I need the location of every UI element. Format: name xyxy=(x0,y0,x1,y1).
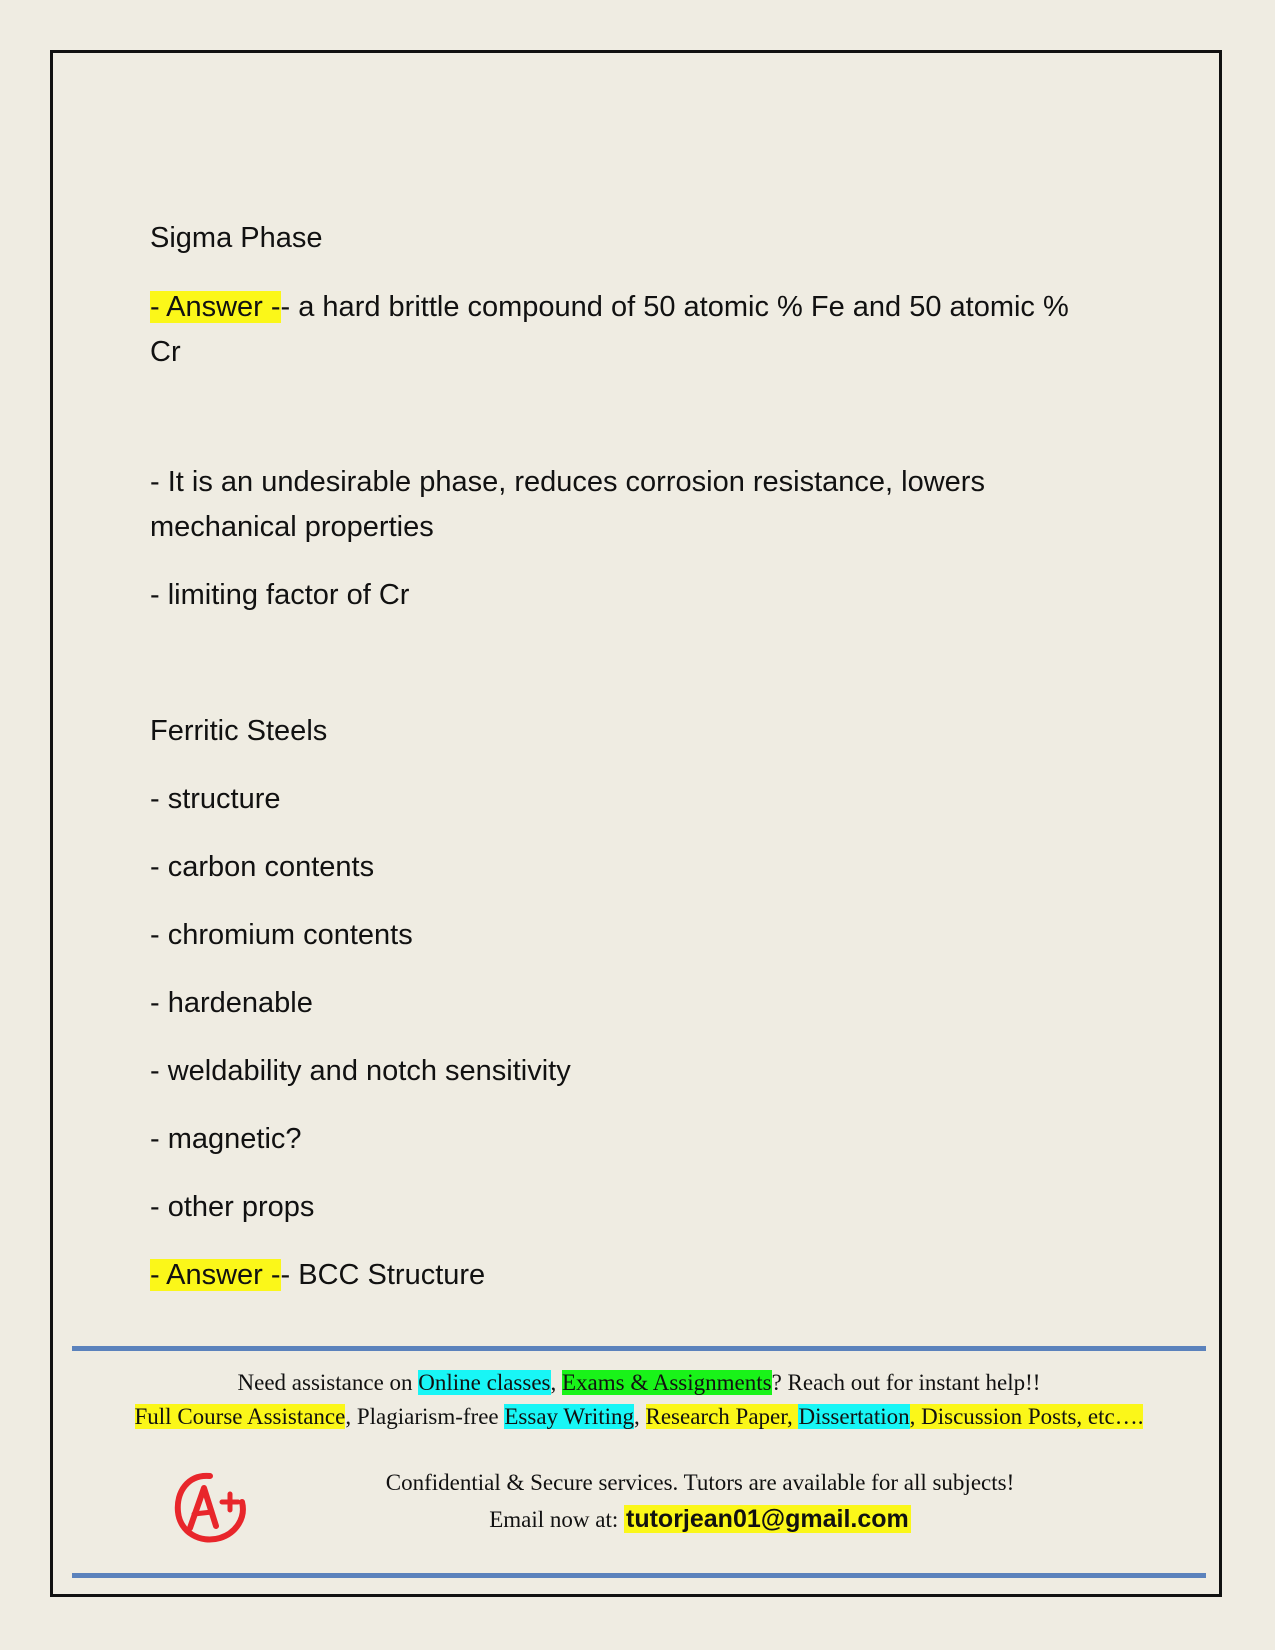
essay-writing-link[interactable]: Essay Writing xyxy=(504,1404,634,1429)
footer-top-rule xyxy=(72,1346,1206,1351)
answer-line-sigma xyxy=(150,284,1069,330)
footer-line-services xyxy=(72,1402,1206,1432)
list-item: - magnetic? xyxy=(150,1123,302,1155)
list-item: - other props xyxy=(150,1191,315,1223)
answer-line-ferritic xyxy=(150,1252,485,1298)
footer-bottom-rule xyxy=(72,1573,1206,1578)
answer-text: - a hard brittle compound of 50 atomic % Fe and 50 atomic % xyxy=(280,291,1069,323)
note-line: - It is an undesirable phase, reduces corrosion resistance, lowers xyxy=(150,466,985,498)
footer-text: ? Reach out for instant help!! xyxy=(771,1370,1041,1395)
footer-text: Need assistance on xyxy=(237,1370,419,1395)
email-prefix: Email now at: xyxy=(489,1507,624,1532)
page-border xyxy=(50,50,1222,1597)
online-classes-link[interactable]: Online classes xyxy=(418,1370,551,1395)
research-paper-link[interactable]: Research Paper, xyxy=(645,1404,799,1429)
list-item: - chromium contents xyxy=(150,919,413,951)
footer-line-confidential: Confidential & Secure services. Tutors are available for all subjects! xyxy=(385,1470,1015,1495)
answer-text-continued: Cr xyxy=(150,336,181,368)
email-link[interactable]: tutorjean01@gmail.com xyxy=(626,1505,909,1533)
dissertation-link[interactable]: Dissertation xyxy=(798,1404,910,1429)
footer-text: , xyxy=(550,1370,562,1395)
answer-text: - BCC Structure xyxy=(280,1259,486,1291)
section-title-ferritic-steels: Ferritic Steels xyxy=(150,715,328,747)
note-line: - limiting factor of Cr xyxy=(150,579,410,611)
section-title-sigma-phase: Sigma Phase xyxy=(150,222,323,254)
footer-line-email xyxy=(200,1504,1200,1535)
footer-text: , xyxy=(909,1404,922,1429)
footer-line-assistance xyxy=(72,1368,1206,1398)
exams-assignments-link[interactable]: Exams & Assignments xyxy=(562,1370,772,1395)
footer-text: , Plagiarism-free xyxy=(345,1404,505,1429)
list-item: - hardenable xyxy=(150,987,313,1019)
answer-label: - Answer - xyxy=(150,1259,281,1291)
list-item: - carbon contents xyxy=(150,851,375,883)
discussion-posts-link[interactable]: Discussion Posts, etc…. xyxy=(921,1404,1144,1429)
footer-text: , xyxy=(634,1404,646,1429)
note-line: mechanical properties xyxy=(150,511,434,543)
list-item: - structure xyxy=(150,783,281,815)
answer-label: - Answer - xyxy=(150,291,281,323)
full-course-link[interactable]: Full Course Assistance xyxy=(134,1404,346,1429)
list-item: - weldability and notch sensitivity xyxy=(150,1055,571,1087)
